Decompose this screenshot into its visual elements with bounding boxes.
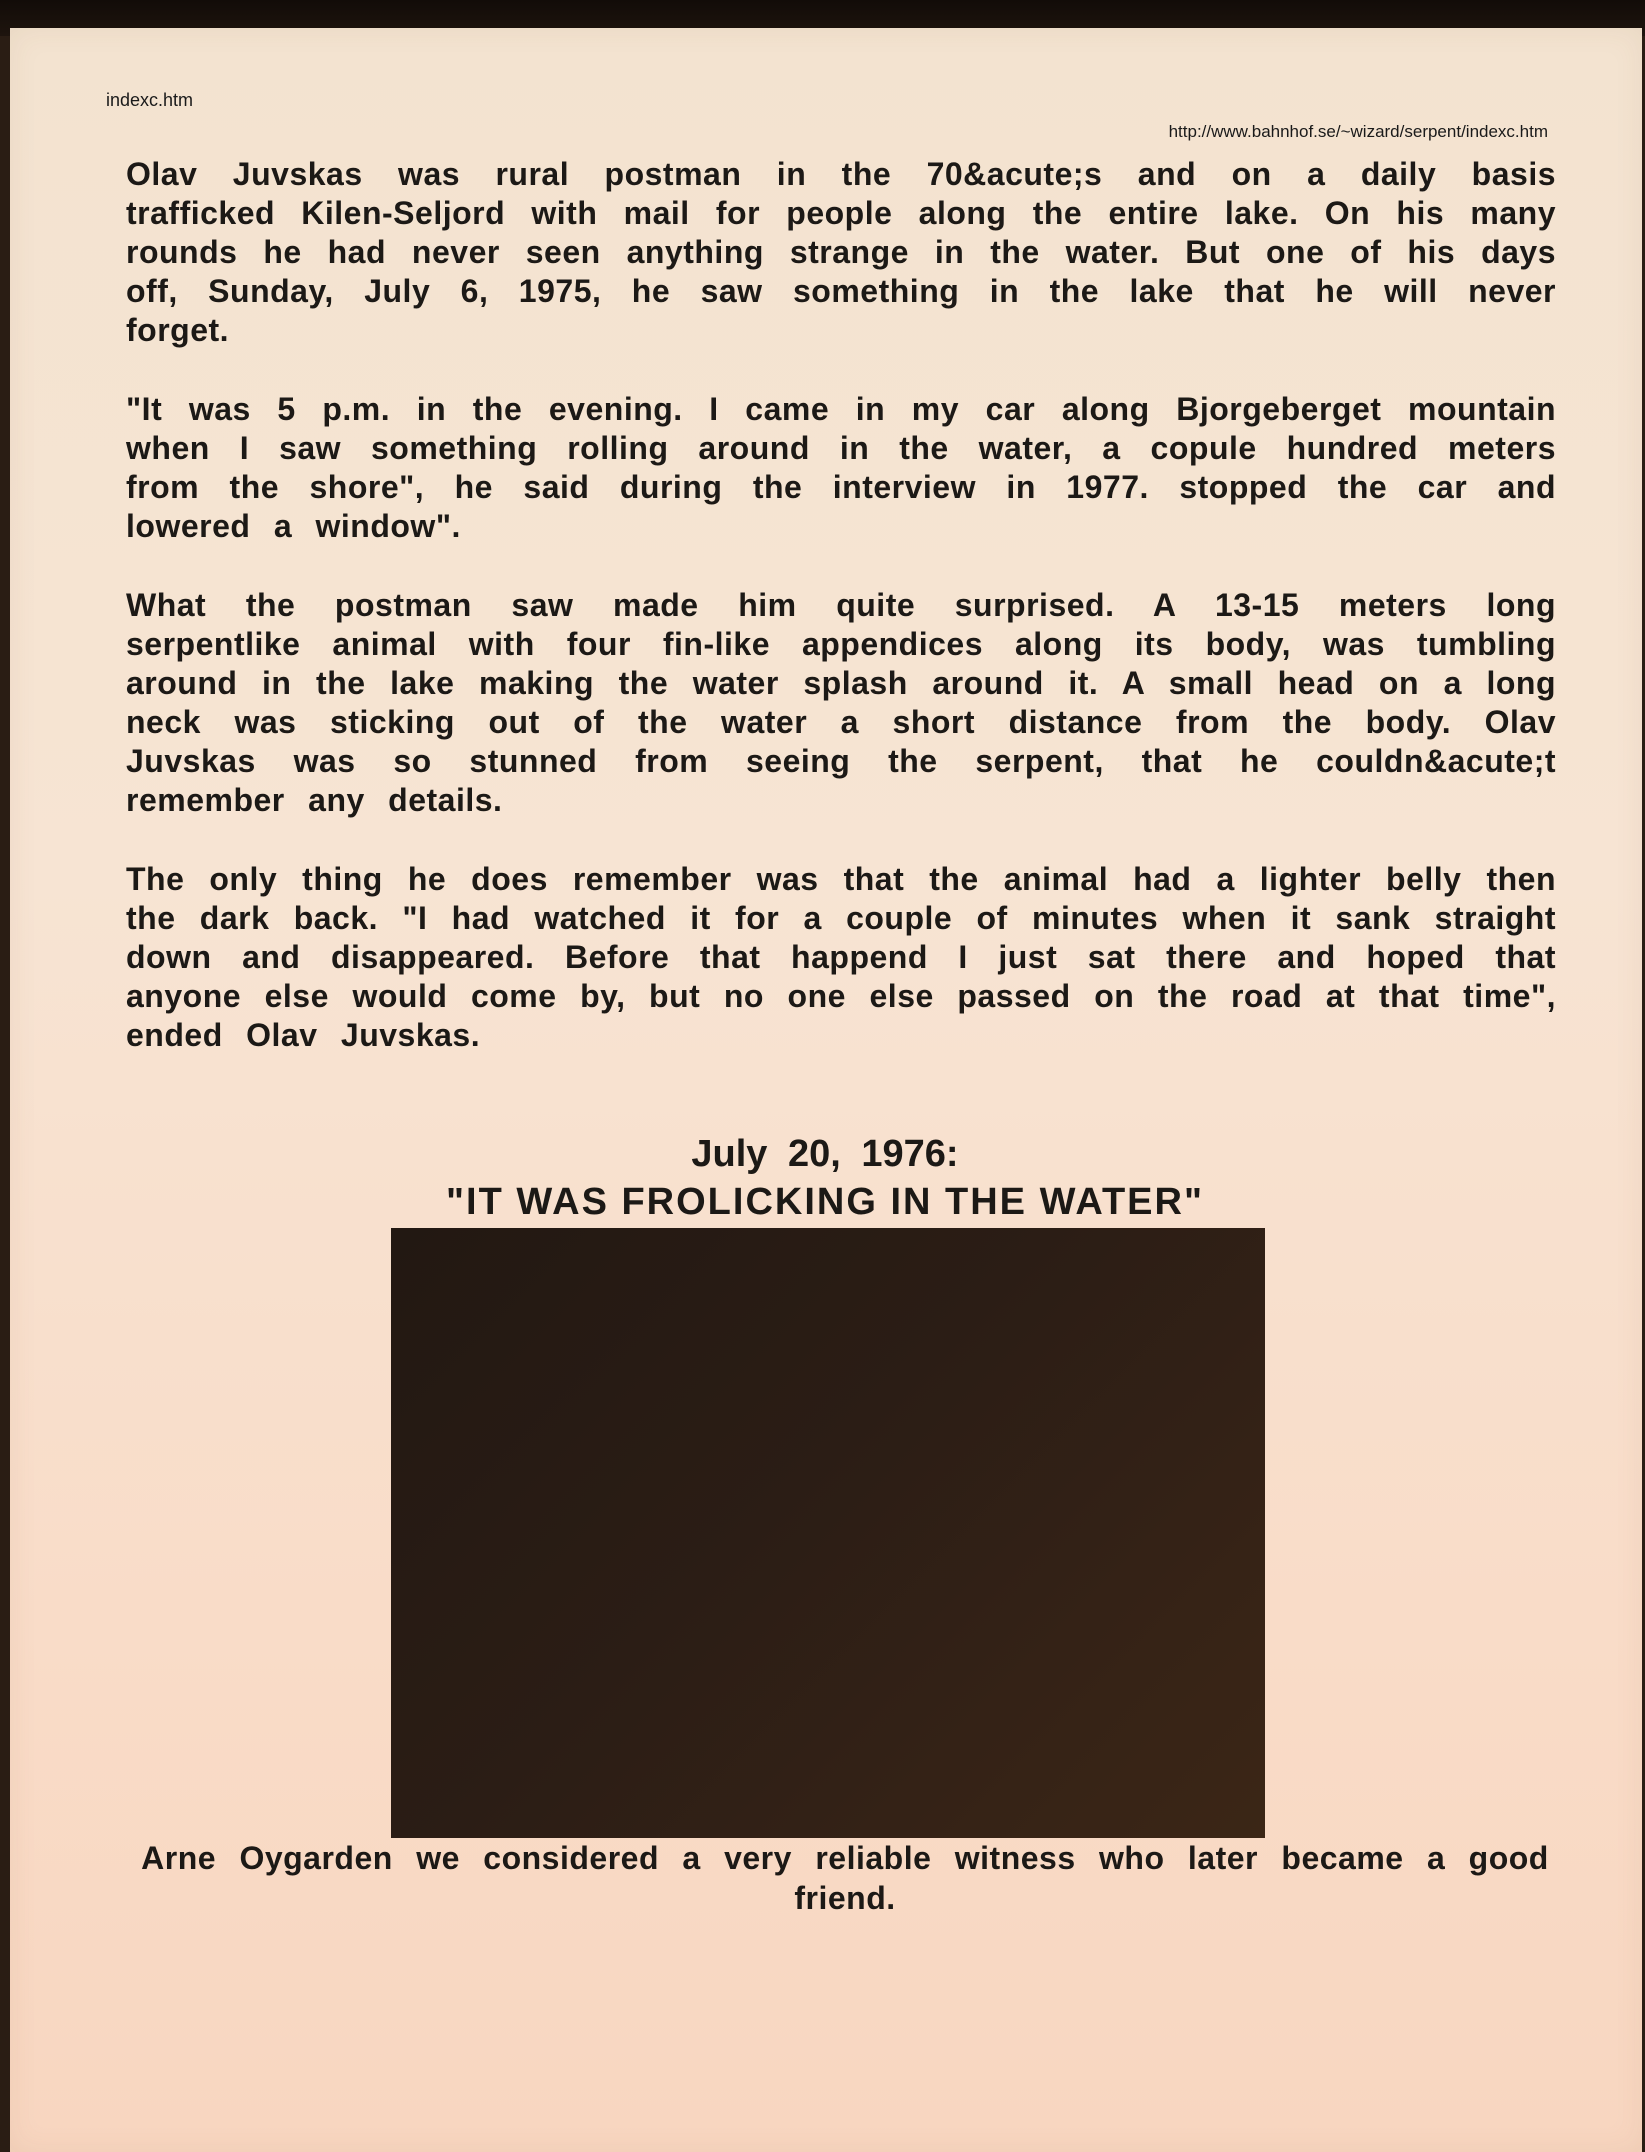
paragraph-1: Olav Juvskas was rural postman in the 70&acute;s and on a daily basis trafficked Kilen-Seljord with mail for people along the entire lake. On his many rounds he had never seen anything strange in the water. But one of his days off, Sunday, July 6, 1975, he saw something in the lake that he will never forget. (126, 156, 1556, 348)
paragraph-2: "It was 5 p.m. in the evening. I came in my car along Bjorgeberget mountain when I saw something rolling around in the water, a copule hundred meters from the shore", he said during the interview in 1977. stopped the car and lowered a window". (126, 391, 1556, 544)
page-filename: indexc.htm (106, 90, 194, 110)
photo-caption: Arne Oygarden we considered a very reliable witness who later became a good friend. (141, 1840, 1549, 1916)
article-body (126, 155, 1556, 1095)
page-url: http://www.bahnhof.se/~wizard/serpent/indexc.htm (1168, 122, 1548, 141)
section-date: July 20, 1976: (691, 1133, 959, 1175)
section-title: "IT WAS FROLICKING IN THE WATER" (446, 1181, 1204, 1223)
witness-photo (391, 1228, 1265, 1838)
section-heading (330, 1130, 1320, 1226)
paragraph-3: What the postman saw made him quite surprised. A 13-15 meters long serpentlike animal with four fin-like appendices along its body, was tumbling around in the lake making the water splash around it. A small head on a long neck was sticking out of the water a short distance from the body. Olav Juvskas was so stunned from seeing the serpent, that he couldn&acute;t remember any details. (126, 587, 1556, 818)
paragraph-4: The only thing he does remember was that the animal had a lighter belly then the dark back. "I had watched it for a couple of minutes when it sank straight down and disappeared. Before that happend I just sat there and hoped that anyone else would come by, but no one else passed on the road at that time", ended Olav Juvskas. (126, 861, 1556, 1053)
